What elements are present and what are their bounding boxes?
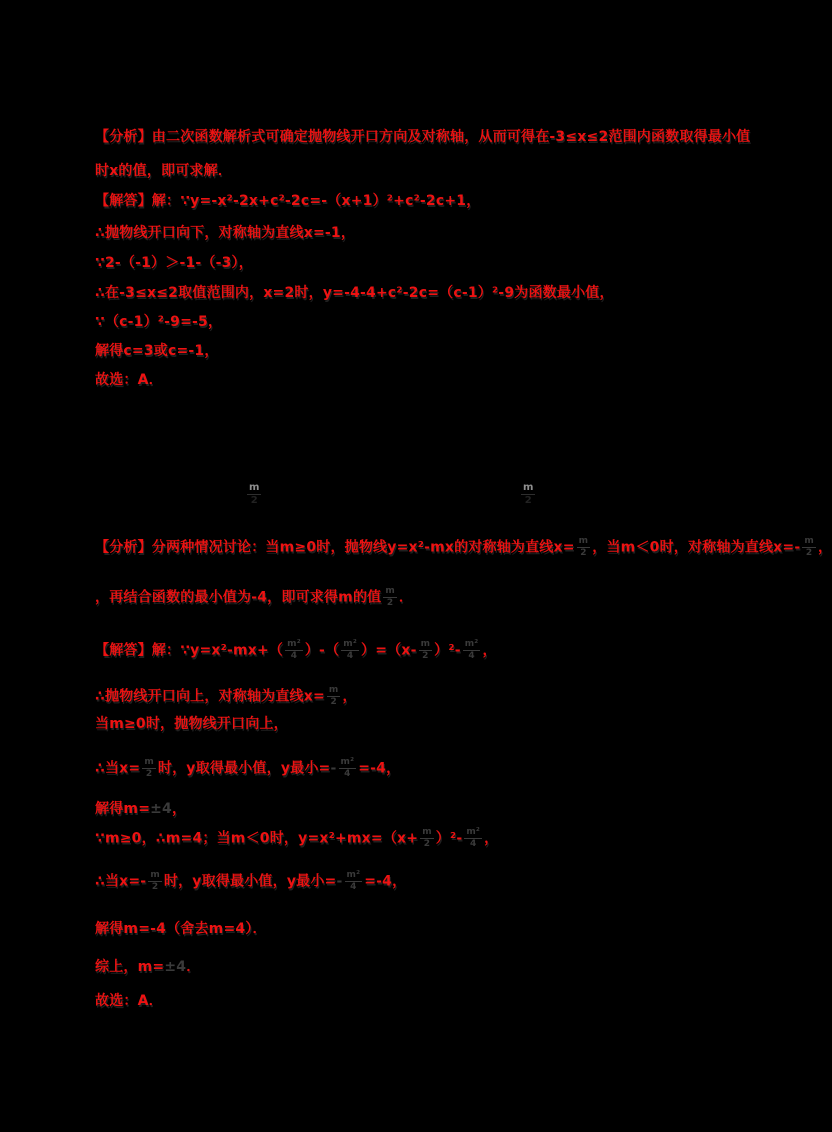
solution1-analysis-line-1: 【分析】由二次函数解析式可确定抛物线开口方向及对称轴，从而可得在-3≤x≤2范围内函数取得最小值 (95, 129, 751, 145)
red-solution-text: =-4， (358, 760, 401, 777)
inline-fraction-image: $\frac{\text{m²}}{4}$ (287, 639, 301, 661)
red-solution-text: ∴当x=- (95, 873, 147, 890)
solution2-choice-line (95, 992, 163, 1011)
solution2-answer-line-8 (95, 920, 267, 939)
red-solution-text: ）²- (435, 830, 463, 847)
red-solution-text: ）-（ (304, 642, 340, 659)
inline-fraction-image: $\frac{m}{2}$ (328, 685, 339, 707)
red-solution-text: ∵m≥0，∴m=4；当m＜0时，y=x²+mx=（x+ (95, 830, 419, 847)
red-solution-text: ）²- (434, 642, 461, 659)
fraction-numerator: m (249, 482, 260, 493)
solution2-answer-line-3 (95, 715, 288, 734)
inline-fraction-image: $\frac{\text{m²}}{4}$ (340, 757, 355, 779)
solution1-answer-line-5: ∵（c-1）²-9=-5， (95, 314, 223, 330)
solution2-analysis-line-1 (95, 537, 832, 558)
red-solution-text: ， (482, 642, 497, 659)
red-solution-text: 故选：A． (95, 993, 163, 1009)
solution2-analysis-line-2 (95, 587, 413, 608)
solution2-answer-line-6 (95, 828, 498, 849)
solution1-answer-line-3: ∵2-（-1）＞-1-（-3）， (95, 255, 253, 271)
red-solution-text: 【解答】解：∵y=x²-mx+（ (95, 642, 284, 659)
inline-fraction-image: $\frac{m}{2}$ (144, 757, 154, 779)
detached-math-image-1 (247, 483, 261, 506)
red-solution-text: 解得m=-4（舍去m=4）． (95, 921, 267, 937)
math-sign: - (330, 760, 337, 777)
red-solution-text: ， (172, 801, 187, 817)
solution2-summary-line (95, 958, 200, 977)
dark-math-text: ±4 (164, 959, 187, 975)
red-solution-text: ∴抛物线开口向上，对称轴为直线x= (95, 688, 325, 705)
solution1-answer-line-1: 【解答】解：∵y=-x²-2x+c²-2c=-（x+1）²+c²-2c+1， (95, 193, 481, 209)
red-solution-text: =-4， (364, 873, 407, 890)
dark-math-text: ±4 (150, 801, 172, 817)
inline-fraction-image: $\frac{m}{2}$ (422, 827, 432, 849)
solution2-answer-line-5 (95, 800, 186, 819)
solution2-answer-line-7 (95, 871, 406, 892)
fraction-numerator: m (523, 482, 534, 493)
fraction-denominator: 2 (250, 495, 258, 506)
detached-math-image-2 (521, 483, 535, 506)
red-solution-text: 【分析】分两种情况讨论：当m≥0时，抛物线y=x²-mx的对称轴为直线x= (95, 539, 575, 556)
math-sign: - (336, 873, 343, 890)
inline-fraction-image: $\frac{\text{m²}}{4}$ (346, 870, 361, 892)
inline-fraction-image: $\frac{\text{m²}}{4}$ (466, 827, 481, 849)
solution2-answer-line-2 (95, 686, 357, 707)
inline-fraction-image: $\frac{m}{2}$ (804, 536, 814, 558)
red-solution-text: ， (342, 688, 357, 705)
red-solution-text: ． (398, 589, 414, 606)
red-solution-text: ）=（x- (361, 642, 417, 659)
solution1-choice-line: 故选：A． (95, 372, 163, 388)
red-solution-text: ， (817, 539, 832, 556)
inline-fraction-image: $\frac{\text{m²}}{4}$ (464, 639, 479, 661)
red-solution-text: 综上，m= (95, 959, 165, 975)
red-solution-text: ，再结合函数的最小值为-4，即可求得m的值 (95, 589, 382, 606)
red-solution-text: ∴当x= (95, 760, 141, 777)
inline-fraction-image: $\frac{m}{2}$ (150, 870, 160, 892)
red-solution-text: 解得m= (95, 801, 151, 817)
solution1-analysis-line-2: 时x的值，即可求解． (95, 163, 233, 179)
inline-fraction-image: $\frac{m}{2}$ (385, 586, 395, 608)
red-solution-text: 当m≥0时，抛物线开口向上， (95, 716, 288, 732)
solution1-answer-line-6: 解得c=3或c=-1， (95, 343, 219, 359)
solution1-answer-line-4: ∴在-3≤x≤2取值范围内，x=2时，y=-4-4+c²-2c=（c-1）²-9为函数最小值， (95, 285, 614, 301)
red-solution-text: ， (484, 830, 499, 847)
fraction-denominator: 2 (524, 495, 532, 506)
inline-fraction-image: $\frac{m}{2}$ (420, 639, 431, 661)
red-solution-text: ． (186, 959, 201, 975)
red-solution-text: 时，y取得最小值，y最小= (157, 760, 331, 777)
red-solution-text: ，当m＜0时，对称轴为直线x=- (592, 539, 801, 556)
inline-fraction-image: $\frac{\text{m²}}{4}$ (343, 639, 358, 661)
solution2-answer-line-4 (95, 758, 400, 779)
inline-fraction-image: $\frac{m}{2}$ (578, 536, 589, 558)
solution2-answer-line-1 (95, 640, 497, 661)
solution1-answer-line-2: ∴抛物线开口向下，对称轴为直线x=-1， (95, 225, 356, 241)
red-solution-text: 时，y取得最小值，y最小= (163, 873, 337, 890)
